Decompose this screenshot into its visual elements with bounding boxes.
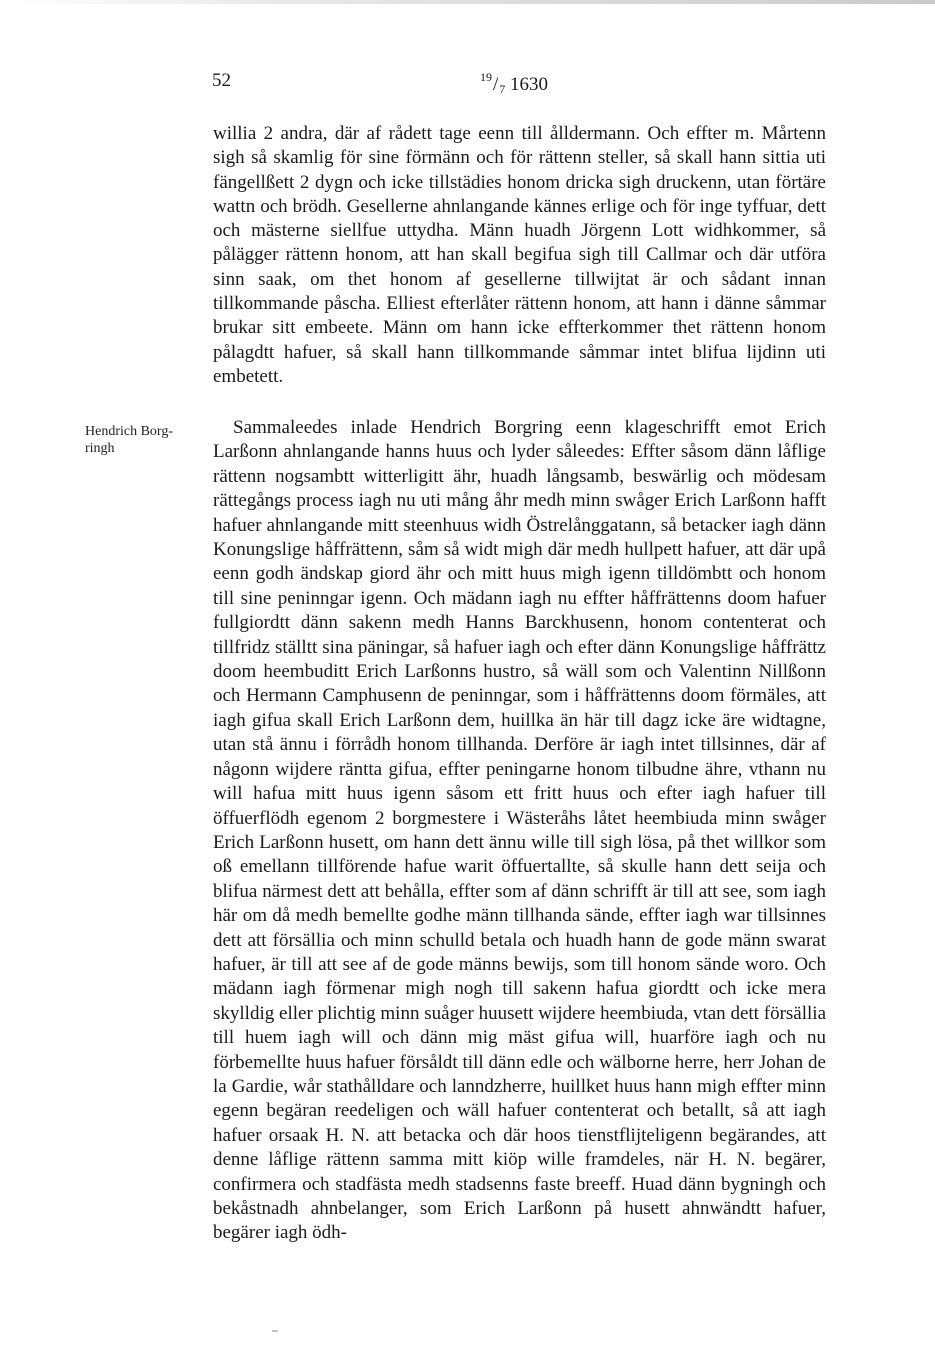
date-slash: /: [493, 74, 499, 95]
page-date: [480, 70, 548, 97]
page-number: 52: [212, 70, 231, 91]
scan-edge-shadow: [0, 0, 935, 4]
paragraph-1: willia 2 andra, där af rådett tage eenn till ålldermann. Och effter m. Mårtenn sigh så skamlig för sine förmänn och för rättenn steller, så skall hann sittia uti fängellßett 2 dygn och icke tillstädies honom dricka sigh druckenn, utan förtäre wattn och brödh. Gesellerne ahnlangande kännes erlige och för inge tyffuar, dett och mästerne siellfue uttydha. Männ huadh Jörgenn Lott widhkommer, så pålägger rättenn honom, att han skall begifua sigh till Callmar och där utföra sinn saak, om thet honom af gesellerne tillwijtat är och sådant innan tillkommande påscha. Elliest efterlåter rättenn honom, att hann i dänne såmmar brukar sitt embeete. Männ om hann icke effterkommer thet rättenn honom pålagdtt hafuer, så skall hann tillkommande såmmar intet blifua lijdinn uti embetett.: [213, 123, 826, 387]
date-month: 7: [499, 82, 506, 96]
paragraph-2: Sammaleedes inlade Hendrich Borgring eenn klageschrifft emot Erich Larßonn ahnlangande hanns huus och lyder såleedes: Effter såsom dänn låflige rättenn nogsambtt witterligitt ähr, huadh långsamb, beswärlig och mödesam rättegångs process iagh nu uti mång åhr medh minn swåger Erich Larßonn hafft hafuer ahnlangande mitt steenhuus widh Östrelånggatann, så betacker iagh dänn Konungslige håffrättenn, såm så widt migh där medh hullpett hafuer, att där upå eenn godh ändskap giord ähr och mitt huus migh igenn tilldömbtt och honom till sine peninngar igenn. Och mädann iagh nu effter håffrättenns doom hafuer fullgiordtt dänn sakenn medh Hanns Barckhusenn, honom contenterat och tillfridz ställtt sina päningar, så hafuer iagh och efter dänn Konungslige håffrättz doom heembuditt Erich Larßonns hustro, så wäll som och Valentinn Nillßonn och Hermann Camphusenn de peninngar, som i håffrättenns doom förmäles, att iagh gifua skall Erich Larßonn dem, huillka än här till dagz icke äre widtagne, utan stå ännu i förrådh honom tillhanda. Derföre är iagh intet tillsinnes, där af någonn wijdere räntta gifua, effter peningarne honom tilbudne ähre, vthann nu will hafua mitt huus igenn såsom ett fritt huus och efter iagh hafuer till öffuerflödh egenom 2 borgmestere i Wästeråhs låtet heembiuda minn swåger Erich Larßonn husett, om hann dett ännu wille till sigh lösa, på thet willkor som oß emellann tillförende hafue warit öffuertallte, så skulle hann dett seija och blifua närmest dett att behålla, effter som af dänn schrifft är till att see, som iagh här om då medh bemellte godhe männ tillhanda sände, effter iagh war tillsinnes dett att försällia och minn schulld betala och huadh hann de gode männ swarat hafuer, är till att see af de gode männs bewijs, som till honom sände woro. Och mädann iagh förmenar migh nogh till sakenn hafua giordtt och icke mera skylldig eller plichtig minn suåger huusett wijdere heembiuda, vtan dett försällia till huem iagh will och dänn mig mäst gifua will, huarföre iagh och nu förbemellte huus hafuer försåldt till dänn edle och wälborne herre, herr Johan de la Gardie, wår stathålldare och lanndzherre, huillket huus hann migh effter minn egenn begäran reedeligen och wäll hafuer contenterat och betallt, så att iagh hafuer orsaak H. N. att betacka och där hoos tienstflijteligenn begärandes, att denne låflige rättenn samma mitt kiöp wille framdeles, när H. N. begärer, confirmera och stadfästa medh stadsenns faste breeff. Huad dänn bygningh och bekåstnadh ahnbelanger, som Erich Larßonn på husett ahnwändtt hafuer, begärer iagh ödh-: [213, 417, 826, 1244]
margin-note: Hendrich Borg- ringh: [85, 424, 173, 456]
date-year: 1630: [505, 74, 549, 95]
date-day: 19: [480, 70, 492, 84]
scan-speck: [272, 1330, 278, 1332]
page-header: [212, 66, 825, 96]
